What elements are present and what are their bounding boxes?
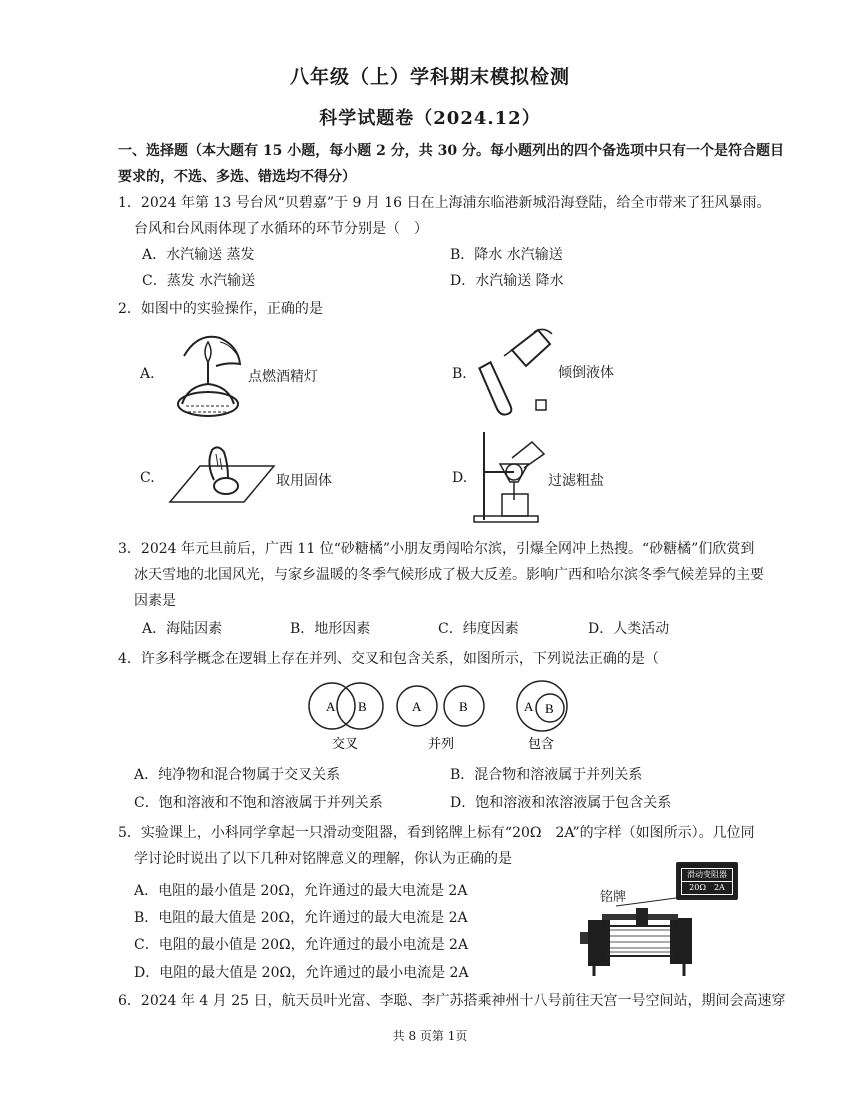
- q2-caption-d: 过滤粗盐: [548, 473, 604, 489]
- q3-stem-line1: 3．2024 年元旦前后，广西 11 位“砂糖橘”小朋友勇闯哈尔滨，引爆全网冲上热搜。“砂糖橘”们欣赏到: [118, 541, 755, 557]
- page-footer: 共 8 页第 1页: [392, 1029, 468, 1043]
- sliding-rheostat-figure: [580, 896, 700, 980]
- q4-option-a: A．纯净物和混合物属于交叉关系: [134, 767, 341, 783]
- take-solid-figure: [166, 444, 276, 506]
- nameplate: [676, 862, 738, 900]
- q3-stem-line3: 因素是: [134, 593, 176, 609]
- q1-stem-line1: 1．2024 年第 13 号台风“贝碧嘉”于 9 月 16 日在上海浦东临港新城沿海登陆，给全市带来了狂风暴雨。: [118, 195, 771, 211]
- venn-label-a3: A: [524, 699, 534, 714]
- venn-caption-contain: 包含: [528, 736, 555, 751]
- section-instructions-line2: 要求的，不选、多选、错选均不得分）: [118, 169, 356, 185]
- exam-title: 八年级（上）学科期末模拟检测: [289, 66, 570, 88]
- q4-option-d: D．饱和溶液和浓溶液属于包含关系: [450, 795, 672, 811]
- q1-option-b: B．降水 水汽输送: [450, 247, 563, 263]
- q1-option-c: C．蒸发 水汽输送: [142, 273, 256, 289]
- q4-option-b: B．混合物和溶液属于并列关系: [450, 767, 643, 783]
- q2-letter-c: C.: [140, 470, 155, 486]
- q2-letter-b: B.: [452, 366, 467, 382]
- q2-caption-b: 倾倒液体: [558, 365, 614, 381]
- pour-liquid-figure: [476, 322, 556, 422]
- q4-option-c: C．饱和溶液和不饱和溶液属于并列关系: [134, 795, 383, 811]
- exam-subtitle: 科学试题卷（2024.12）: [319, 108, 541, 129]
- q3-stem-line2: 冰天雪地的北国风光，与家乡温暖的冬季气候形成了极大反差。影响广西和哈尔滨冬季气候差异的主要: [134, 567, 764, 583]
- q3-option-b: B．地形因素: [290, 621, 371, 637]
- venn-intersect: [309, 683, 383, 729]
- q6-stem-line1: 6．2024 年 4 月 25 日，航天员叶光富、李聪、李广苏搭乘神州十八号前往天宫一号空间站，期间会高速穿: [118, 993, 786, 1009]
- q1-option-d: D．水汽输送 降水: [450, 273, 564, 289]
- venn-parallel: [397, 686, 484, 726]
- q5-option-a: A．电阻的最小值是 20Ω，允许通过的最大电流是 2A: [134, 883, 468, 899]
- q5-option-d: D．电阻的最大值是 20Ω，允许通过的最小电流是 2A: [134, 965, 469, 981]
- venn-label-a2: A: [412, 699, 422, 714]
- venn-label-b2: B: [459, 699, 468, 714]
- q5-stem-line1: 5．实验课上，小科同学拿起一只滑动变阻器，看到铭牌上标有“20Ω 2A”的字样（如图所示）。几位同: [118, 825, 755, 841]
- venn-label-a1: A: [326, 699, 336, 714]
- q2-stem: 2．如图中的实验操作，正确的是: [118, 301, 323, 317]
- venn-label-b1: B: [358, 699, 367, 714]
- venn-diagrams: [300, 676, 600, 756]
- section-instructions-line1: 一、选择题（本大题有 15 小题，每小题 2 分，共 30 分。每小题列出的四个备选项中只有一个是符合题目: [118, 143, 784, 159]
- q2-letter-d: D.: [452, 470, 468, 486]
- q5-option-c: C．电阻的最小值是 20Ω，允许通过的最小电流是 2A: [134, 937, 469, 953]
- q2-caption-a: 点燃酒精灯: [248, 369, 318, 385]
- alcohol-lamp-figure: [168, 326, 248, 418]
- filter-salt-figure: [474, 428, 552, 524]
- venn-label-b3: B: [545, 701, 554, 716]
- q3-option-d: D．人类活动: [588, 621, 670, 637]
- q5-option-b: B．电阻的最大值是 20Ω，允许通过的最大电流是 2A: [134, 910, 468, 926]
- nameplate-label: 铭牌: [600, 890, 627, 905]
- q2-letter-a: A.: [140, 366, 155, 382]
- q5-stem-line2: 学讨论时说出了以下几种对铭牌意义的理解，你认为正确的是: [134, 851, 512, 867]
- q3-option-c: C．纬度因素: [438, 621, 519, 637]
- q2-caption-c: 取用固体: [276, 473, 332, 489]
- nameplate-text-line1: 滑动变阻器: [681, 868, 733, 882]
- venn-caption-parallel: 并列: [428, 736, 455, 751]
- q1-option-a: A．水汽输送 蒸发: [142, 247, 255, 263]
- q3-option-a: A．海陆因素: [142, 621, 223, 637]
- nameplate-text-line2: 20Ω 2A: [681, 882, 733, 895]
- venn-caption-intersect: 交叉: [332, 736, 359, 751]
- q1-stem-line2: 台风和台风雨体现了水循环的环节分别是（ ）: [134, 221, 428, 237]
- q4-stem: 4．许多科学概念在逻辑上存在并列、交叉和包含关系，如图所示，下列说法正确的是（: [118, 651, 659, 667]
